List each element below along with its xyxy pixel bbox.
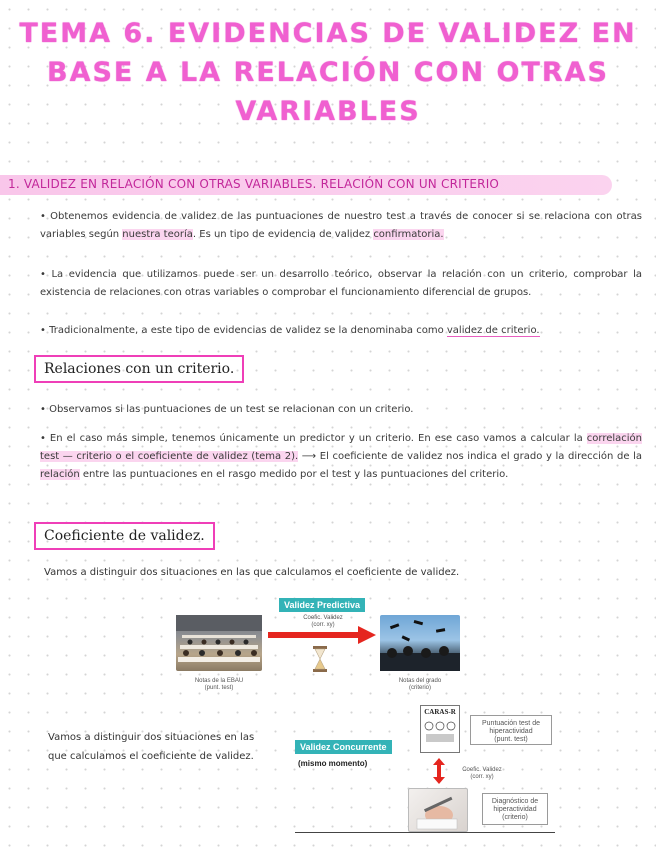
- paragraph-observamos: [40, 401, 642, 419]
- double-arrow-icon: [433, 758, 445, 784]
- right-caption: [380, 678, 460, 692]
- highlight-confirmatoria: confirmatoria.: [373, 229, 444, 240]
- diag-line-1: Diagnóstico de: [491, 798, 539, 805]
- same-moment-label: (mismo momento): [298, 759, 368, 768]
- intro-text-2: Vamos a distinguir dos situaciones en las que calculamos el coeficiente de validez.: [48, 732, 255, 762]
- graduation-photo: [380, 615, 460, 671]
- right-caption-line-2: (criterio): [409, 685, 431, 691]
- exam-hall-photo: [176, 615, 262, 671]
- paragraph-traditional: [40, 322, 642, 340]
- text: • En el caso más simple, tenemos únicamente un predictor y un criterio. En ese caso vamos a calcular la: [40, 433, 587, 444]
- highlight-correlacion: correlación test — criterio o el coeficiente de validez (tema 2).: [40, 433, 642, 462]
- subheading-relaciones-criterio: Relaciones con un criterio.: [34, 355, 244, 383]
- red-arrow-icon: [268, 626, 376, 646]
- text: • La evidencia que utilizamos puede ser un desarrollo teórico, observar la relación con un criterio, comprobar la existencia de relaciones con otras variables o comprobar el funcionamiento diferencial de grupos.: [40, 269, 642, 298]
- diagnosis-label-box: [482, 793, 548, 825]
- text: . Es un tipo de evidencia de validez: [192, 229, 374, 240]
- coef-text-2: Coefic. Validez: [462, 767, 502, 773]
- text: entre las puntuaciones en el rasgo medido por el test y las puntuaciones del criterio.: [79, 469, 509, 480]
- intro-text: Vamos a distinguir dos situaciones en las que calculamos el coeficiente de validez.: [44, 567, 460, 578]
- graduation-illustration: [380, 615, 460, 671]
- section-heading-bar: [0, 175, 612, 195]
- diagnosis-photo: [408, 788, 468, 832]
- score-line-2: hiperactividad: [489, 728, 533, 735]
- right-caption-line-1: Notas del grado: [398, 678, 442, 684]
- section-heading: 1. VALIDEZ EN RELACIÓN CON OTRAS VARIABLES. RELACIÓN CON UN CRITERIO: [8, 177, 500, 191]
- hourglass-icon: [312, 646, 328, 672]
- diag-line-2: hiperactividad: [493, 806, 537, 813]
- paragraph-evidence-types: [40, 266, 642, 302]
- concurrent-validity-label: Validez Concurrente: [295, 740, 392, 754]
- text: • Observamos si las puntuaciones de un test se relacionan con un criterio.: [40, 404, 414, 415]
- test-name: CARAS-R: [424, 708, 456, 716]
- underline-validez-de-criterio: validez de criterio.: [446, 325, 540, 336]
- caras-r-test-card: [420, 705, 460, 753]
- coef-sub-text: (corr. xy): [311, 622, 335, 628]
- left-caption-line-1: Notas de la EBAU: [194, 678, 244, 684]
- diagnosis-illustration: [409, 789, 467, 831]
- figure-divider: [295, 832, 555, 833]
- text: • Obtenemos evidencia de validez de las puntuaciones de nuestro test a través de conocer si se relaciona con otras variables según: [40, 211, 642, 240]
- coef-text: Coefic. Validez: [303, 615, 343, 621]
- exam-hall-illustration: [176, 615, 262, 671]
- coef-label-2: [452, 767, 512, 781]
- score-line-3: (punt. test): [494, 736, 528, 743]
- subheading-coeficiente-validez: Coeficiente de validez.: [34, 522, 215, 550]
- page-title: [0, 14, 656, 131]
- text: • Tradicionalmente, a este tipo de evidencias de validez se la denominaba como: [40, 325, 447, 336]
- left-caption-line-2: (punt. test): [204, 685, 234, 691]
- title-line-3: VARIABLES: [235, 96, 421, 127]
- coef-sub-text-2: (corr. xy): [470, 774, 494, 780]
- score-line-1: Puntuación test de: [482, 720, 540, 727]
- paragraph-evidence: [40, 208, 642, 244]
- left-caption: [176, 678, 262, 692]
- predictive-validity-label: Validez Predictiva: [279, 598, 365, 612]
- title-line-1: TEMA 6. EVIDENCIAS DE VALIDEZ EN: [19, 18, 637, 49]
- highlight-relacion: relación: [40, 469, 80, 480]
- diag-line-3: (criterio): [502, 814, 528, 821]
- title-line-2: BASE A LA RELACIÓN CON OTRAS: [47, 57, 609, 88]
- highlight-nuestra-teoria: nuestra teoría: [122, 229, 193, 240]
- score-label-box: [470, 715, 552, 745]
- text: ⟶ El coeficiente de validez nos indica el grado y la dirección de la: [298, 451, 642, 462]
- faces-illustration: [421, 716, 459, 746]
- paragraph-caso-simple: [40, 430, 642, 484]
